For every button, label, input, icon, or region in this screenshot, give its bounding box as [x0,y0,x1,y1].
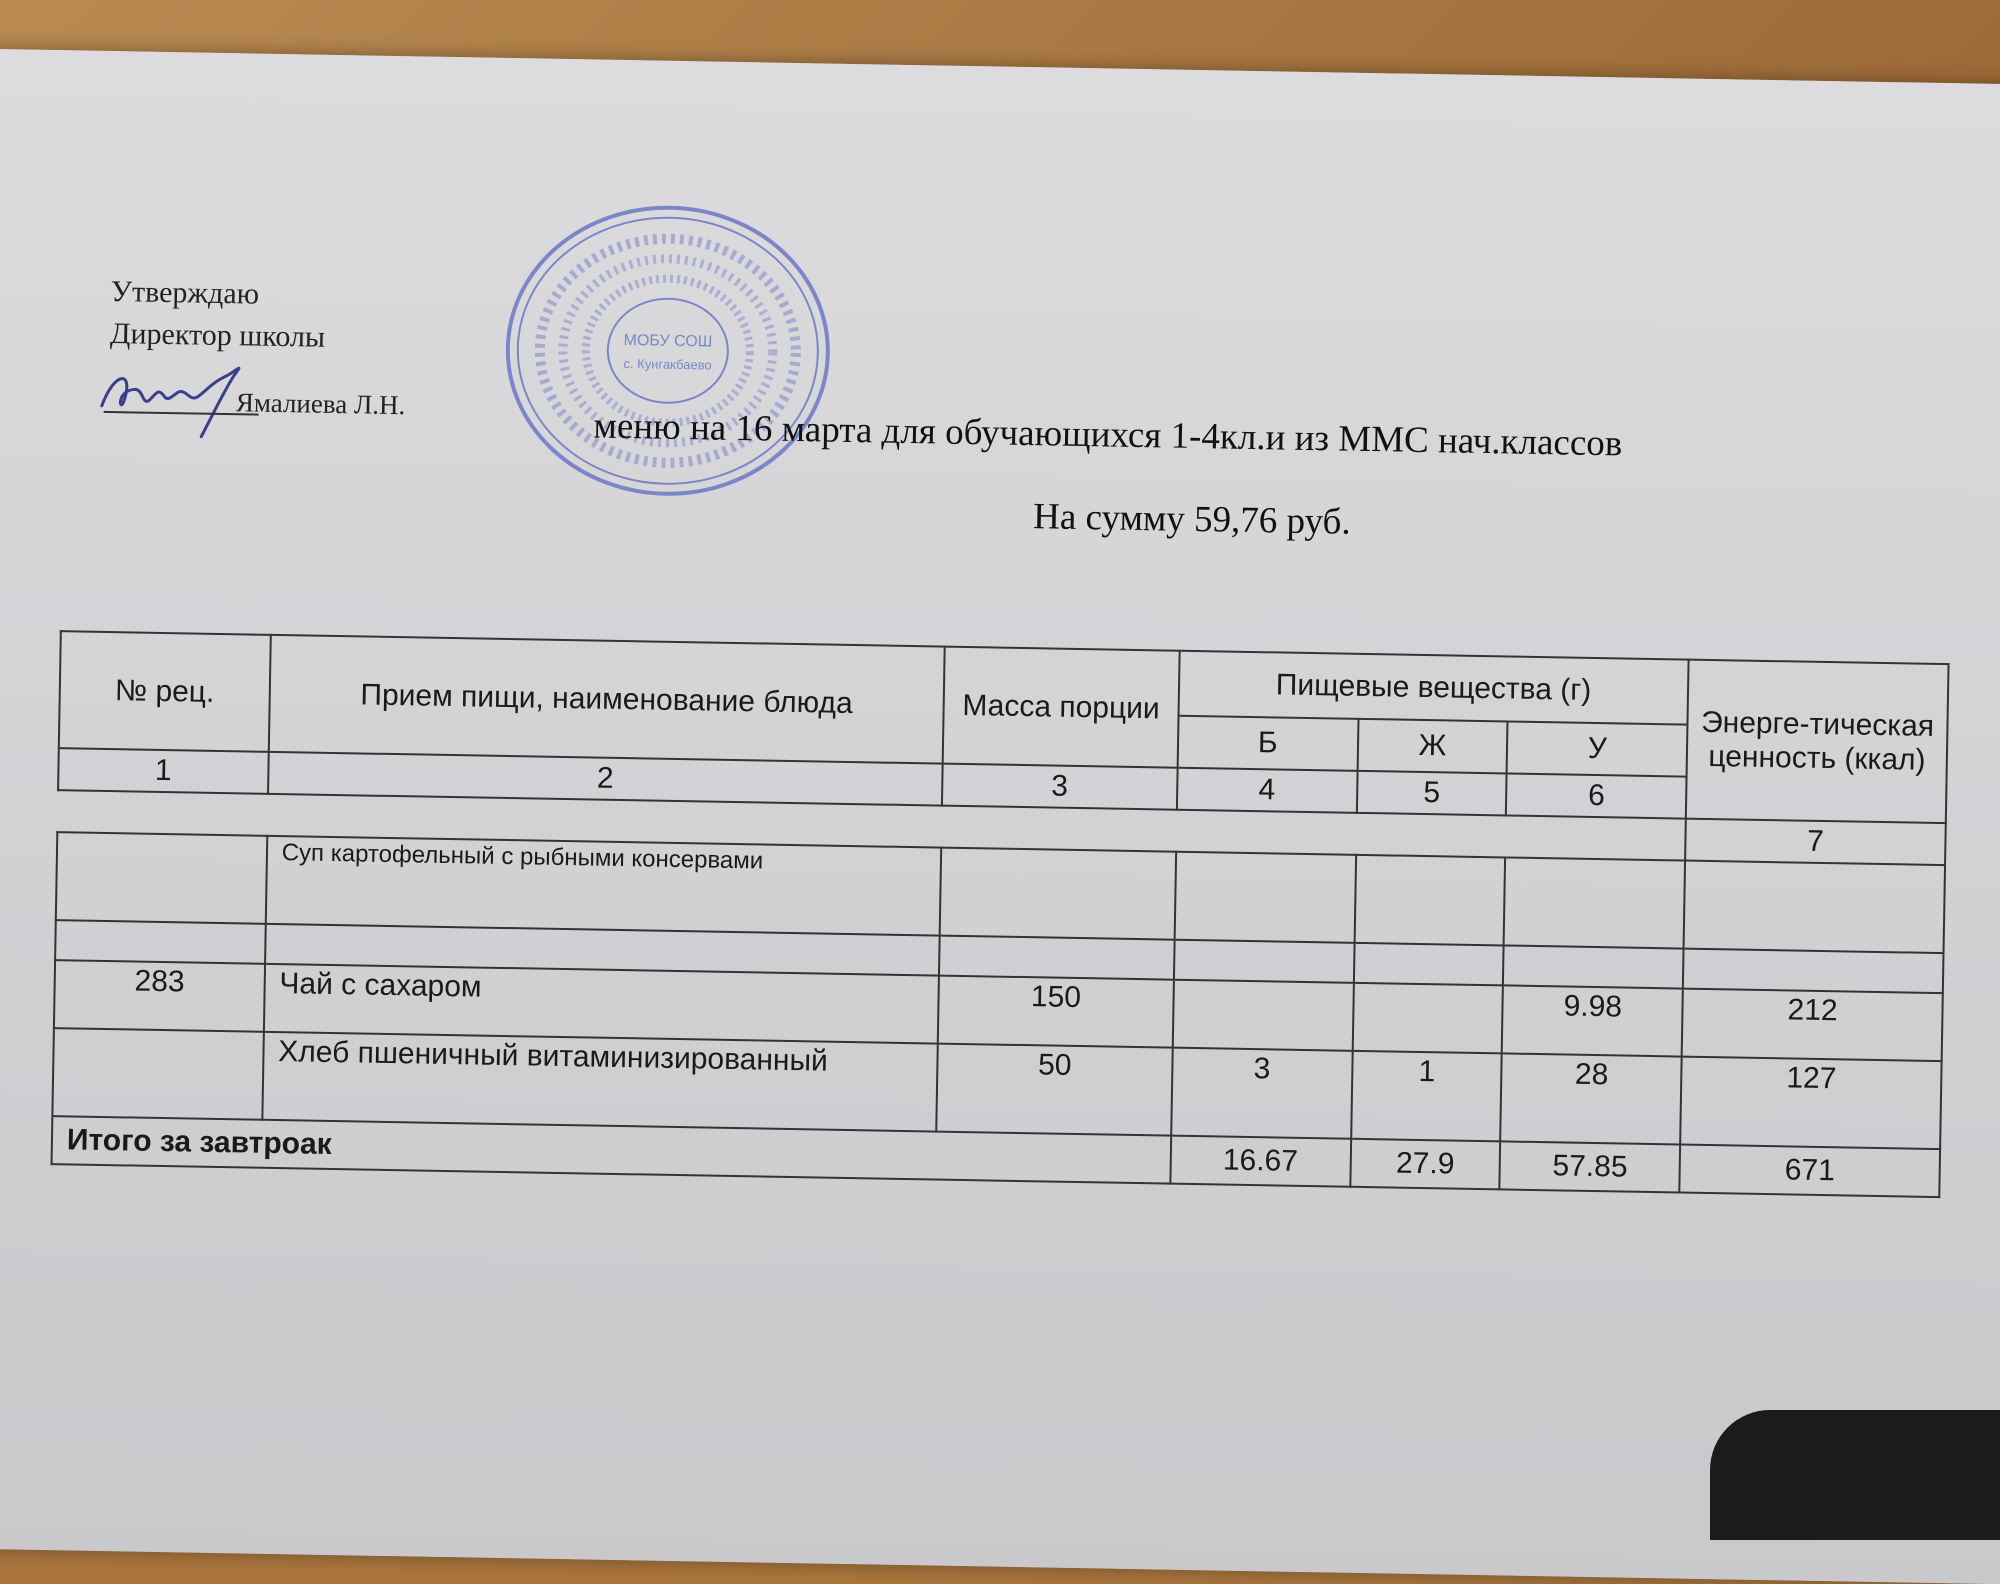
row-dish: Суп картофельный с рыбными консервами [265,836,941,936]
total-zh: 27.9 [1350,1139,1501,1190]
header-b: Б [1177,716,1358,771]
row-energy: 127 [1680,1057,1941,1150]
row-mass [939,936,1174,980]
menu-sum: На сумму 59,76 руб. [1032,496,1352,543]
row-num: 283 [54,960,265,1032]
row-u [1503,945,1683,988]
approval-line-1: Утверждаю [110,275,260,311]
col-number: 4 [1177,768,1358,813]
header-u: У [1507,721,1688,776]
menu-table [51,630,1950,1198]
row-num [52,1028,263,1120]
col-number: 2 [268,752,943,806]
stamp-center-line-2: с. Кунгакбаево [623,355,712,373]
row-num [55,920,265,964]
header-dish: Прием пищи, наименование блюда [268,635,944,764]
col-number: 6 [1506,773,1687,818]
total-energy: 671 [1679,1145,1940,1198]
row-zh [1352,983,1503,1054]
signer-name: Ямалиева Л.Н. [235,387,406,421]
stamp-center-line-1: МОБУ СОШ [623,331,713,351]
header-row-1 [60,631,1949,729]
school-stamp [500,198,835,504]
row-zh [1354,855,1505,946]
row-b [1172,980,1353,1051]
row-mass [940,848,1176,940]
total-b: 16.67 [1170,1136,1351,1187]
document-sheet [0,48,2000,1584]
row-mass: 50 [936,1044,1172,1136]
row-energy [1684,861,1945,954]
row-u: 9.98 [1502,985,1683,1056]
row-zh [1353,943,1504,986]
header-nutrients: Пищевые вещества (г) [1178,651,1689,725]
row-dish: Хлеб пшеничный витаминизированный [262,1032,938,1132]
row-b: 3 [1171,1048,1352,1139]
approval-block [110,271,327,359]
col-number: 1 [58,748,268,794]
row-num [56,832,267,924]
approval-line-2: Директор школы [109,317,326,354]
col-number: 5 [1356,771,1507,816]
menu-title: меню на 16 марта для обучающихся 1-4кл.и из ММС нач.классов [593,405,1623,465]
row-u [1504,857,1685,948]
header-zh: Ж [1357,719,1508,774]
header-num: № рец. [59,631,271,752]
col-number: 3 [942,764,1177,810]
row-energy: 212 [1682,989,1943,1062]
row-b [1174,852,1355,943]
row-b [1174,940,1354,983]
row-mass: 150 [938,976,1174,1048]
total-u: 57.85 [1500,1141,1681,1192]
header-mass: Масса порции [943,647,1180,768]
row-zh: 1 [1351,1051,1502,1142]
total-label: Итого за завтроак [52,1116,1171,1184]
row-dish: Чай с сахаром [264,964,939,1044]
row-u: 28 [1501,1053,1682,1144]
col-number: 7 [1685,819,1945,866]
header-energy: Энерге-тическая ценность (ккал) [1686,660,1949,824]
row-energy [1683,949,1943,994]
dark-object-corner [1710,1410,2000,1540]
